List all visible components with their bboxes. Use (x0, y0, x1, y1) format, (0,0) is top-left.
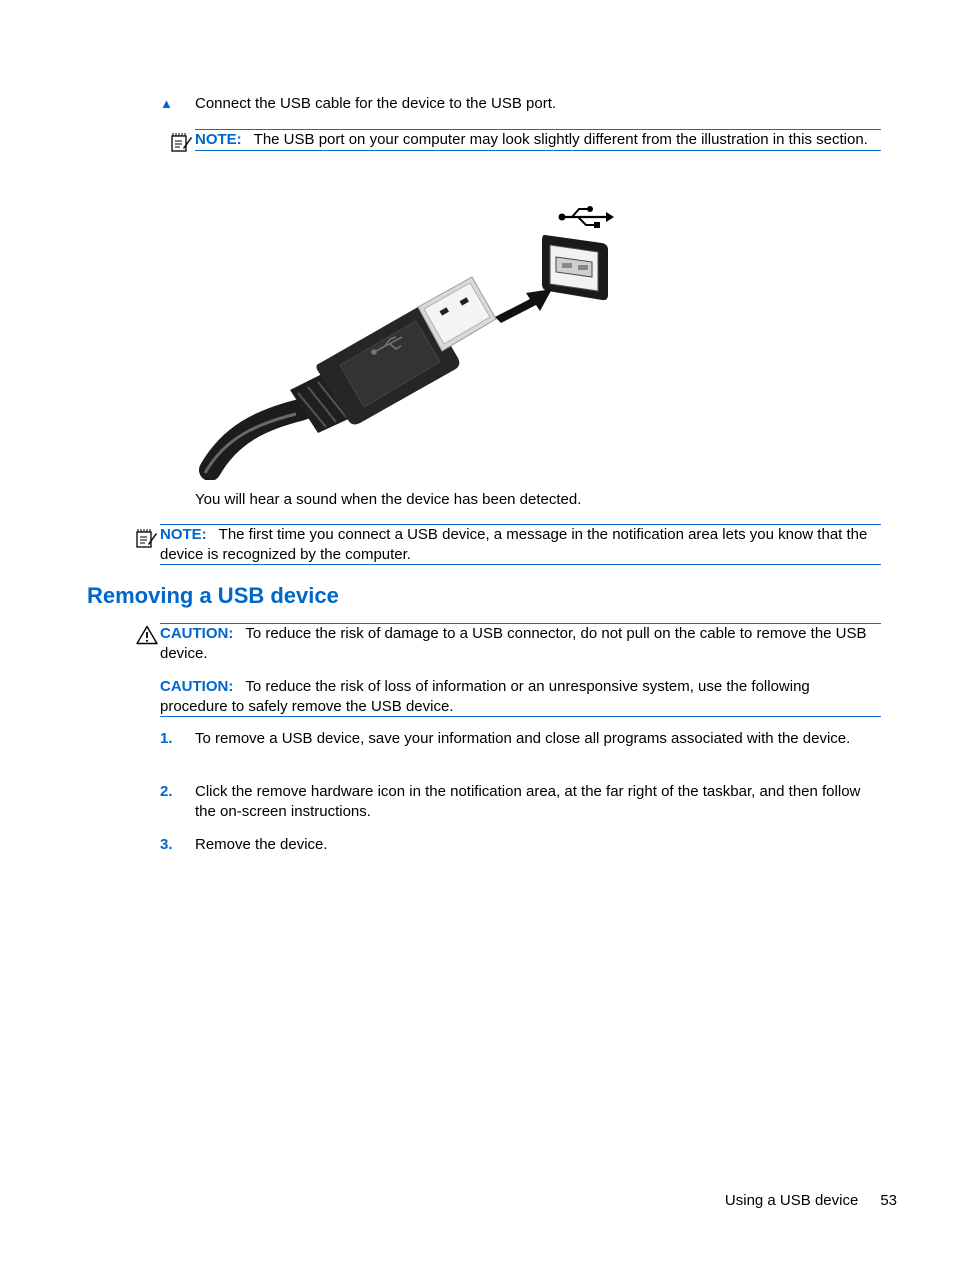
page-number: 53 (880, 1192, 897, 1209)
footer-chapter: Using a USB device (724, 1192, 859, 1209)
section-title: Removing a USB device (87, 583, 339, 608)
caution-text: To reduce the risk of loss of information or an unresponsive system, use the following procedure to safely remove the USB device. (160, 678, 810, 715)
note-box-1 (195, 129, 881, 151)
caution-label: CAUTION: (160, 678, 234, 695)
caution-box (160, 623, 881, 717)
usb-plug (316, 277, 496, 424)
caution-label: CAUTION: (160, 625, 234, 642)
insert-arrow-icon (495, 289, 552, 323)
note-text: The first time you connect a USB device, a message in the notification area lets you know that the device is recognized by the computer. (160, 526, 868, 563)
note-text: The USB port on your computer may look slightly different from the illustration in this section. (253, 131, 868, 148)
triangle-bullet-icon: ▲ (160, 96, 173, 111)
step-number: 1. (160, 730, 173, 747)
page-footer (725, 1192, 897, 1209)
step-number: 2. (160, 783, 173, 800)
caution-1 (160, 624, 881, 663)
step-text: Remove the device. (195, 836, 328, 853)
step-number: 3. (160, 836, 173, 853)
note-icon (170, 131, 192, 153)
usb-illustration (190, 195, 630, 480)
note-label: NOTE: (160, 526, 207, 543)
caution-text: To reduce the risk of damage to a USB connector, do not pull on the cable to remove the USB device. (160, 625, 867, 662)
note-box-2 (160, 524, 881, 565)
detected-text: You will hear a sound when the device has been detected. (195, 491, 582, 508)
caution-icon (136, 625, 158, 645)
caution-2 (160, 677, 881, 716)
usb-port (542, 235, 608, 300)
step-text: To remove a USB device, save your information and close all programs associated with the device. (195, 730, 851, 747)
step-text: Click the remove hardware icon in the notification area, at the far right of the taskbar, and then follow the on-screen instructions. (195, 783, 861, 820)
step-text: Connect the USB cable for the device to the USB port. (195, 95, 557, 112)
note-label: NOTE: (195, 131, 242, 148)
note-icon (135, 527, 157, 549)
usb-symbol-icon (559, 206, 615, 228)
